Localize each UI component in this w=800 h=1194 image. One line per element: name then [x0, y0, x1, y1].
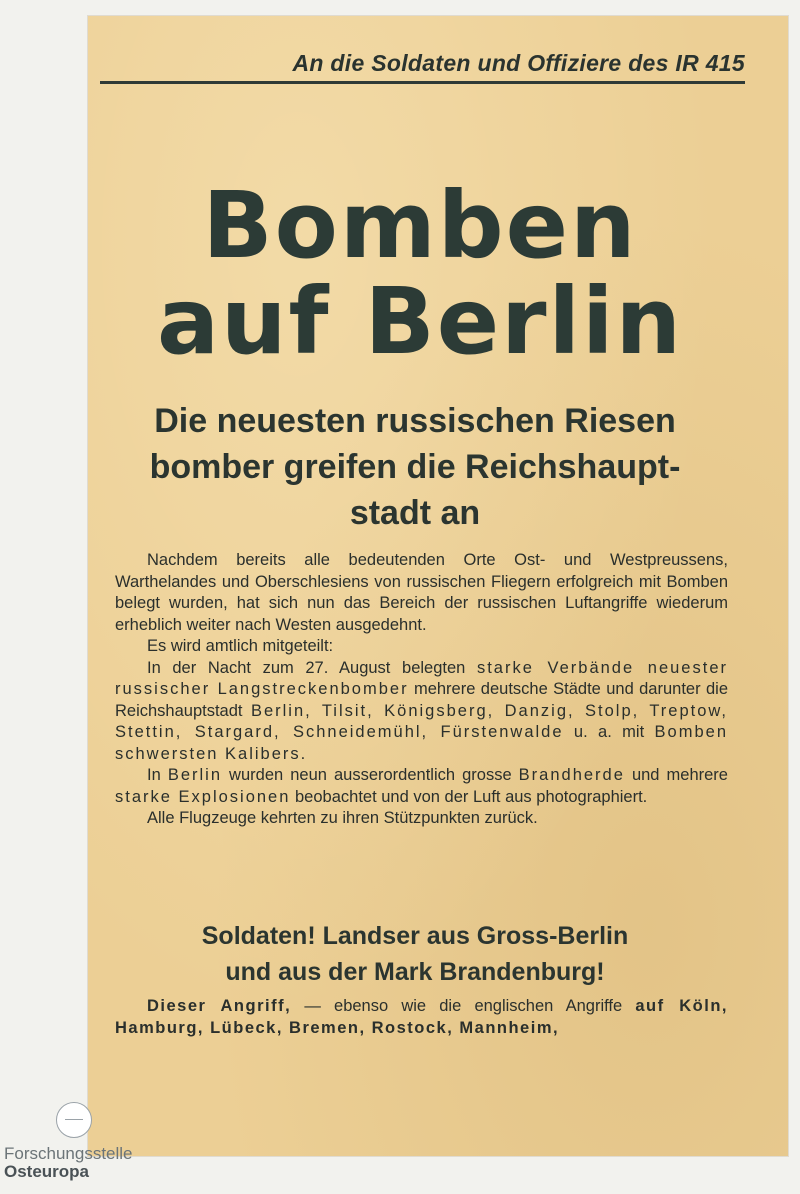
p4-text-c: wurden neun ausserordentlich grosse — [222, 766, 519, 784]
p3-text-e: u. a. mit — [563, 723, 655, 741]
closing-text — [115, 995, 728, 1039]
p4-text-f: starke Explosionen — [115, 787, 291, 806]
watermark-line-1: Forschungsstelle — [4, 1144, 133, 1163]
body-paragraph-5: Alle Flugzeuge kehrten zu ihren Stützpunkten zurück. — [147, 809, 538, 827]
subheadline — [100, 398, 730, 536]
archive-logo-icon — [56, 1102, 92, 1138]
subheadline-line-1: Die neuesten russischen Riesen — [154, 402, 676, 440]
appeal-line-2: und aus der Mark Brandenburg! — [225, 958, 605, 986]
p3-text-a: In der Nacht zum 27. August belegten — [147, 658, 477, 677]
p3-text-c: mehrere deutsche Städte und darunter die Reichshauptstadt — [115, 680, 728, 720]
p3-text-b: starke Verbände neuester russischer Langstreckenbomber — [115, 658, 728, 698]
p4-text-g: beobachtet und von der Luft aus photographiert. — [290, 787, 648, 806]
closing-paragraph — [115, 995, 728, 1039]
p4-text-a: In — [147, 766, 168, 784]
addressee-text: An die Soldaten und Offiziere des IR 415 — [292, 50, 745, 76]
body-paragraph-1: Nachdem bereits alle bedeutenden Orte Ost- und Westpreussens, Warthelandes und Oberschlesiens von russischen Fliegern erfolgreich mit Bomben belegt wurden, hat sich nun das Bereich der russischen Luftangriffe wiederum erheblich weiter nach Westen ausgedehnt. — [115, 551, 728, 634]
headline — [100, 172, 740, 375]
closing-lead: Dieser Angriff, — [147, 997, 292, 1015]
p4-text-d: Brandherde — [518, 766, 625, 784]
appeal-line-1: Soldaten! Landser aus Gross-Berlin — [201, 922, 629, 950]
archive-watermark — [4, 1102, 174, 1182]
appeal-heading — [100, 918, 730, 990]
body-paragraph-4 — [115, 765, 728, 808]
p3-text-f: Bomben schwersten Kalibers. — [115, 723, 729, 763]
p4-text-e: und mehrere — [624, 766, 728, 784]
closing-rest: — ebenso wie die englischen Angriffe — [291, 997, 636, 1015]
p4-text-b: Berlin — [167, 766, 222, 784]
closing-cities: auf Köln, Hamburg, Lübeck, Bremen, Rostock, Mannheim, — [115, 997, 729, 1037]
watermark-line-2: Osteuropa — [4, 1162, 90, 1181]
subheadline-line-3: stadt an — [349, 494, 481, 532]
headline-line-1: Bomben — [202, 172, 638, 279]
body-paragraph-2: Es wird amtlich mitgeteilt: — [147, 637, 334, 655]
p3-text-d: Berlin, Tilsit, Königsberg, Danzig, Stolp, Treptow, Stettin, Stargard, Schneidemühl, Fürstenwalde — [115, 701, 728, 741]
addressee-header — [100, 50, 745, 84]
headline-line-2: auf Berlin — [156, 268, 684, 375]
body-text — [115, 550, 728, 830]
subheadline-line-2: bomber greifen die Reichshaupt- — [149, 448, 681, 486]
body-paragraph-3 — [115, 658, 728, 766]
